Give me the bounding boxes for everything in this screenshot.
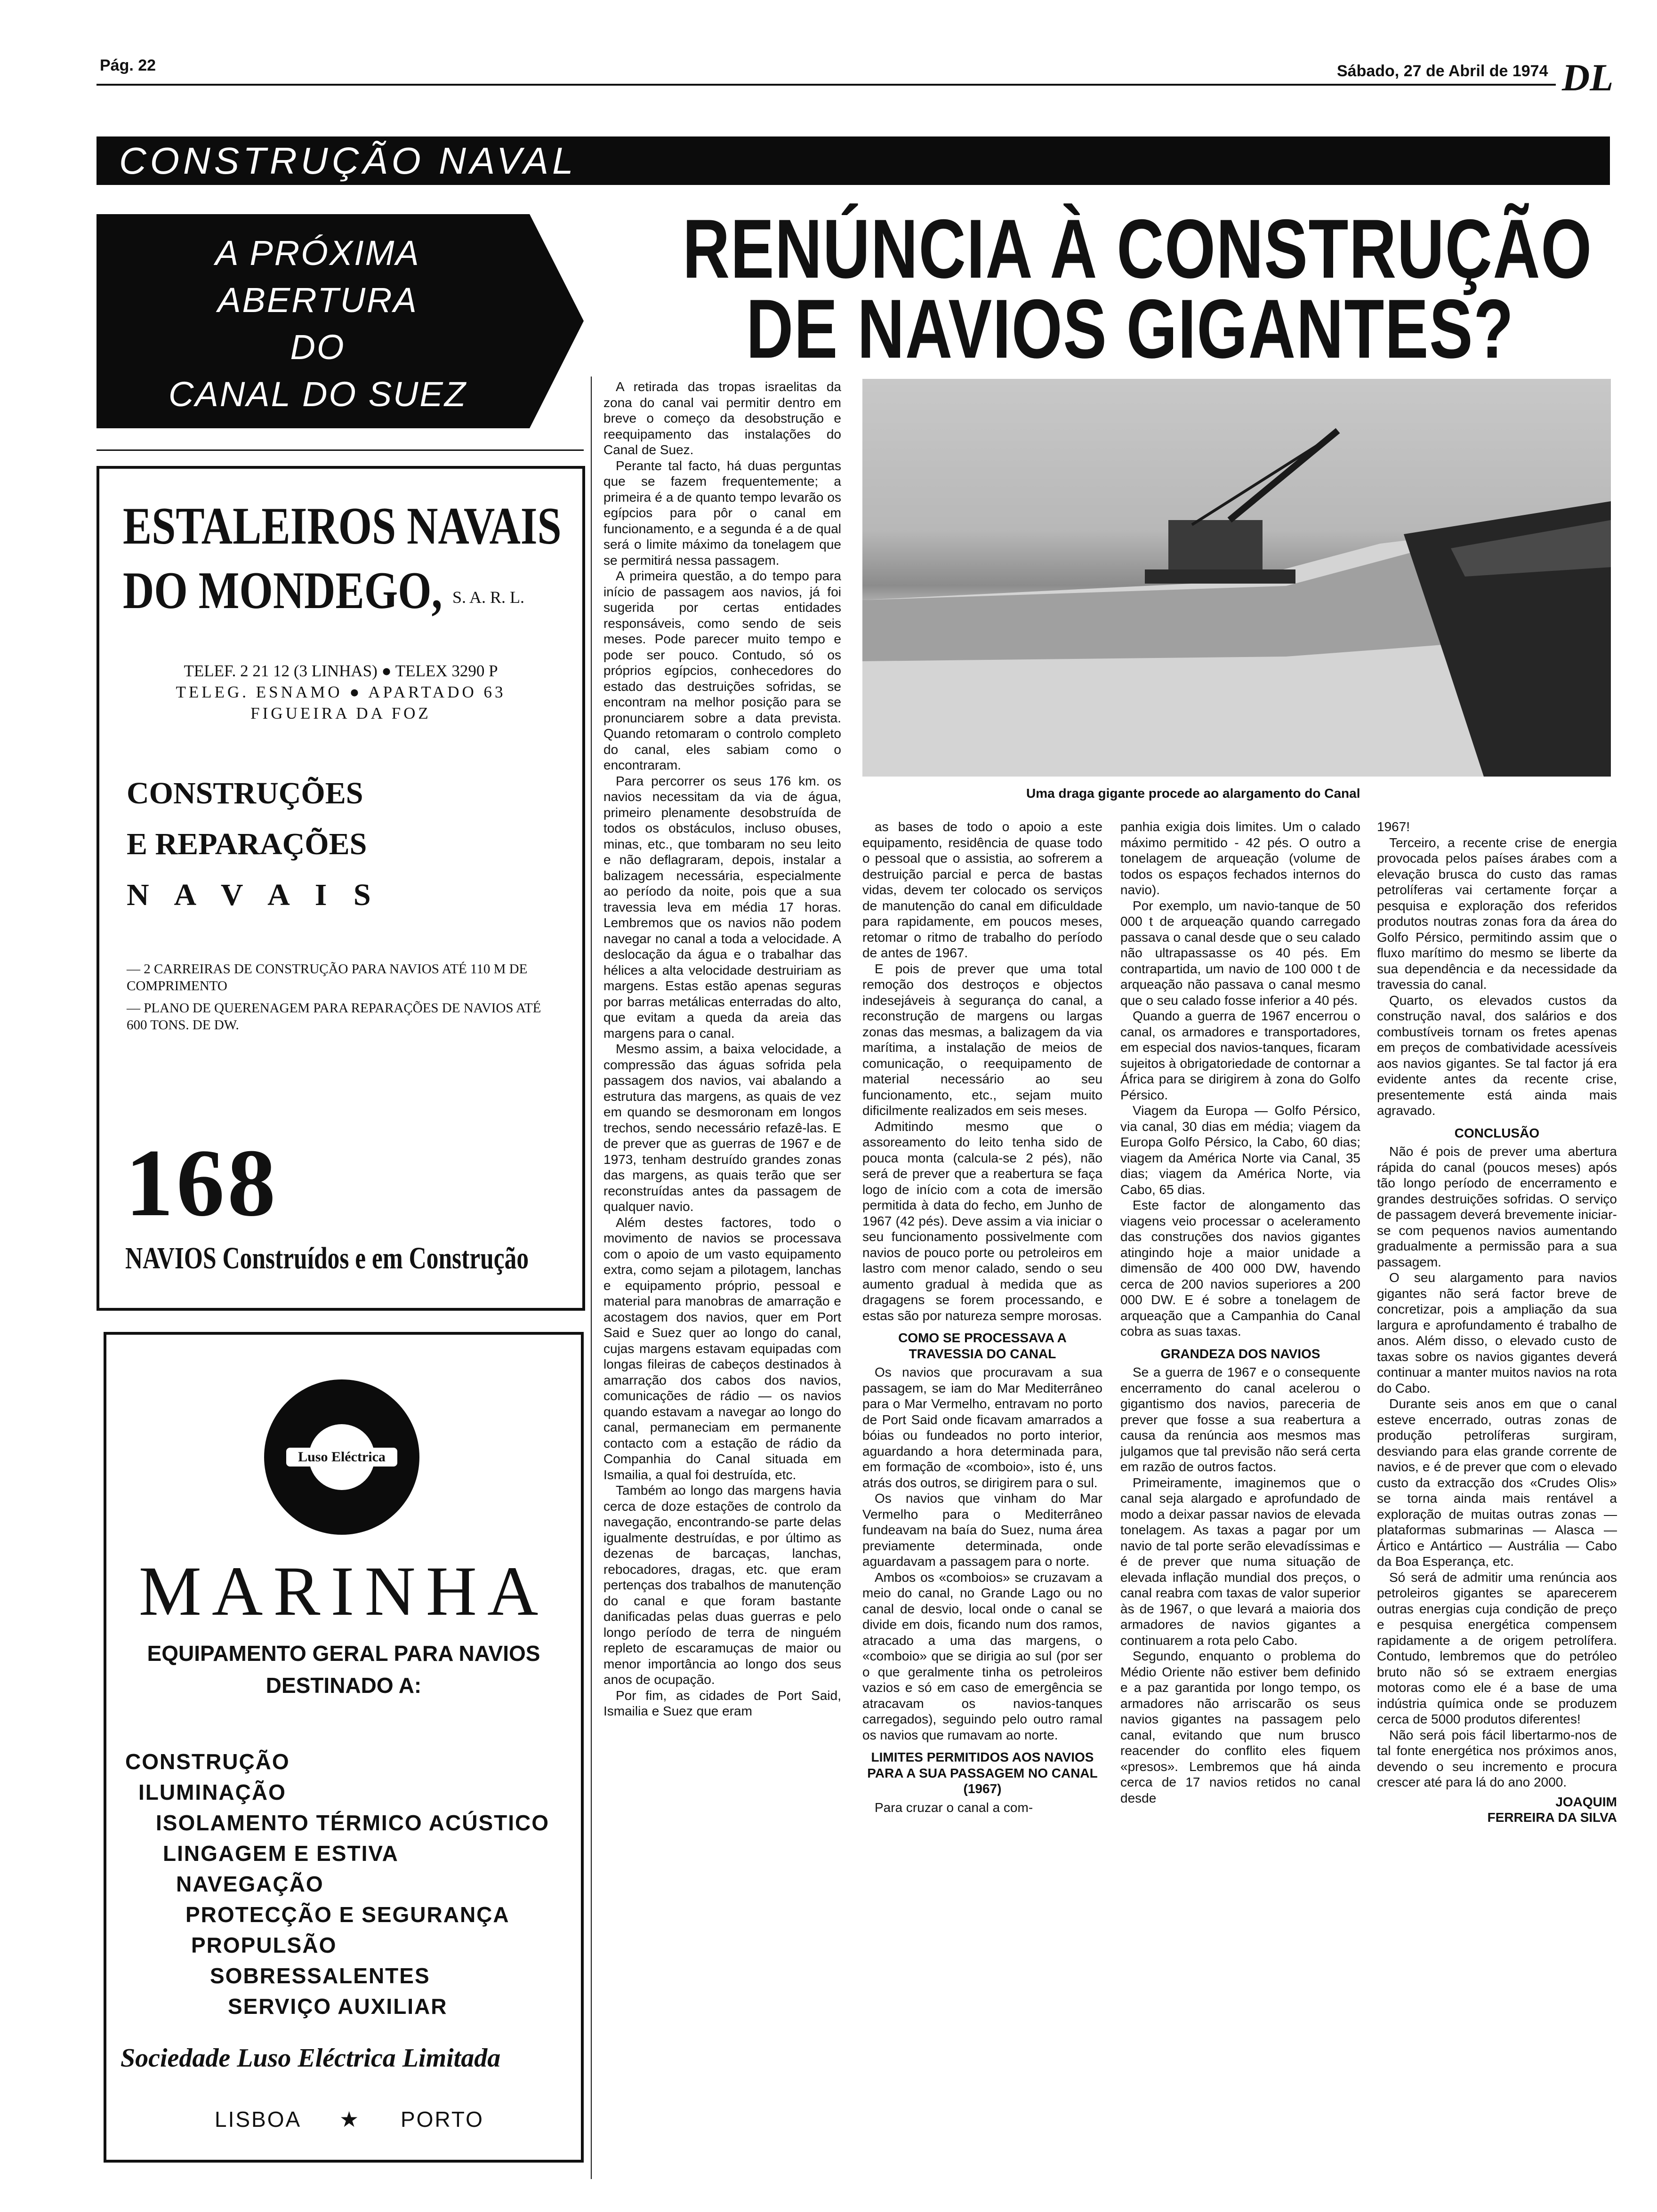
paragraph: Também ao longo das margens havia cerca de doze estações de controlo da navegação, encontrando-se parte delas igualmente destruídas, e por último as dezenas de barcaças, lanchas, rebocadores, dragas, etc. que eram pertenças dos trabalhos de manutenção do canal e que foram bastante danificadas pelas duas guerras e pelo longo período de terra de ninguém repleto de escaramuças de maior ou menor importância ao longo dos seus anos de ocupação. [603,1483,841,1687]
issue-date: Sábado, 27 de Abril de 1974 [1337,62,1548,80]
paragraph: Por exemplo, um navio-tanque de 50 000 t de arqueação quando carregado passava o canal desde que o seu calado não ultrapassasse os 40 pés. Em contrapartida, um navio de 100 000 t de arqueação não passava o canal mesmo que o seu calado fosse inferior a 40 pés. [1120,898,1360,1008]
paragraph: E pois de prever que uma total remoção dos destroços e objectos indesejáveis à segurança do canal, a reconstrução de margens ou largas zonas das mesmas, a balizagem da via marítima, a instalação de meios de comunicação, o reequipamento de material necessário ao seu funcionamento, etc., sejam muito dificilmente realizados em seis meses. [862,961,1102,1118]
paragraph: Não é pois de prever uma abertura rápida do canal (poucos meses) após tão longo período de encerramento e grandes destruições sofridas. O serviço de passagem deverá brevemente iniciar-se com pequenos navios aumentando gradualmente a permissão para a sua passagem. [1377,1144,1617,1269]
paragraph: Este factor de alongamento das viagens veio processar o aceleramento das construções dos navios gigantes atingindo hoje a maior unidade a dimensão de 400 000 DW, havendo cerca de 200 navios superiores a 200 000 DW. E é sobre a tonelagem de arqueação que a Campanhia do Canal cobra as suas taxas. [1120,1198,1360,1338]
subheading: COMO SE PROCESSAVA A TRAVESSIA DO CANAL [898,1330,1067,1361]
ad-marinha-item: ISOLAMENTO TÉRMICO ACÚSTICO [156,1811,549,1835]
ad-marinha-item: PROPULSÃO [191,1933,337,1957]
ad-marinha-title: MARINHA [138,1552,549,1630]
paragraph: Os navios que vinham do Mar Vermelho para o Mediterrâneo fundeavam na baía do Suez, numa área previamente determinada, onde aguardavam a passagem para o norte. [862,1491,1102,1569]
ad-marinha-item: SERVIÇO AUXILIAR [228,1994,448,2019]
ad-marinha-subtitle: EQUIPAMENTO GERAL PARA NAVIOS [147,1641,540,1666]
paragraph: Ambos os «comboios» se cruzavam a meio do canal, no Grande Lago ou no canal de desvio, local onde o canal se divide em dois, ficando num dos ramos, atracado a uma das margens, o «comboio» que se dirigia ao sul (por ser o que geralmente tinha os petroleiros vazios e só em caso de emergência se atracavam os navios-tanques carregados), seguindo pelo outro ramal os navios que rumavam ao norte. [862,1570,1102,1742]
paragraph: Perante tal facto, há duas perguntas que se fazem frequentemente; a primeira é a de quanto tempo levarão os egípcios para pôr o canal em funcionamento, e a segunda é a de qual será o limite máximo da tonelagem que se permitirá nessa passagem. [603,458,841,568]
article-column-1 [603,379,841,1719]
subheading: CONCLUSÃO [1454,1125,1540,1140]
paragraph: Por fim, as cidades de Port Said, Ismailia e Suez que eram [603,1688,841,1718]
paragraph: Admitindo mesmo que o assoreamento do leito tenha sido de pouca monta (calcula-se 2 pés), não será de prever que a reabertura se faça logo de início com a cota de imersão permitida à data do fecho, em Junho de 1967 (42 pés). Deve assim a via iniciar o seu funcionamento possivelmente com navios de pouco porte ou petroleiros em lastro com menor calado, sendo o seu aumento gradual à medida que as dragagens se forem processando, e estas são por natureza sempre morosas. [862,1119,1102,1323]
article-column-4 [1377,819,1617,1826]
ad-company-name: DO MONDEGO, [123,561,442,620]
ad-number-caption: NAVIOS Construídos e em Construção [125,1241,529,1275]
ad-number: 168 [125,1130,279,1236]
ad-marinha-item: CONSTRUÇÃO [125,1749,290,1774]
kicker-line: CANAL DO SUEZ [169,375,467,414]
ad-company-suffix: S. A. R. L. [452,588,525,607]
ad-marinha-item: NAVEGAÇÃO [176,1872,324,1896]
paragraph: Mesmo assim, a baixa velocidade, a compressão das águas sofrida pela passagem dos navios, vai abalando a estrutura das margens, as quais de vez em quando se desmoronam em longos trechos, sendo necessário refazê-las. E de prever que as guerras de 1967 e de 1973, tenham destruído grandes zonas das margens, as quais terão que ser reconstruídas antes da passagem de qualquer navio. [603,1042,841,1214]
page-number: Pág. 22 [100,56,156,74]
paragraph: A retirada das tropas israelitas da zona do canal vai permitir dentro em breve o começo da desobstrução e reequipamento das instalações do Canal de Suez. [603,379,841,457]
ad-contact: FIGUEIRA DA FOZ [250,704,431,722]
kicker-line: ABERTURA [217,281,418,320]
article-column-3 [1120,819,1360,1806]
ad-marinha-item: LINGAGEM E ESTIVA [163,1841,399,1866]
author: FERREIRA DA SILVA [1487,1810,1617,1825]
column-rule [97,449,584,451]
ad-marinha [104,1332,584,2163]
paragraph: Quarto, os elevados custos da construção naval, dos salários e dos combustíveis tornam os fretes apenas em preços de combatividade acessíveis aos navios gigantes. Se tal factor já era evidente antes da recente crise, presentemente está ainda mais agravado. [1377,993,1617,1118]
star-icon: ★ [339,2107,359,2132]
section-banner: CONSTRUÇÃO NAVAL [97,136,1610,185]
dredge-photo [862,379,1611,777]
paragraph: O seu alargamento para navios gigantes não será factor breve de concretizar, pois a ampliação da sua largura e aprofundamento é trabalho de anos. Além disso, o elevado custo de taxas sobre os navios gigantes deverá continuar a manter muitos navios na rota do Cabo. [1377,1270,1617,1395]
ad-marinha-item: SOBRESSALENTES [210,1964,430,1988]
headline-line-2: DE NAVIOS GIGANTES? [746,282,1514,376]
luso-electrica-logo-text: Luso Eléctrica [298,1449,386,1465]
ad-marinha-city: LISBOA [215,2107,302,2132]
ad-contact: TELEG. ESNAMO ● APARTADO 63 [176,683,506,701]
paragraph: Quando a guerra de 1967 encerrou o canal, os armadores e transportadores, em especial dos navios-tanques, ficaram sujeitos à obrigatoriedade de contornar a África para se dirigirem à zona do Golfo Pérsico. [1120,1009,1360,1102]
paragraph: Para percorrer os seus 176 km. os navios necessitam da via de água, primeiro plenamente desobstruída de todos os obstáculos, incluso obuses, minas, etc., que tombaram no seu leito e não deflagraram, depois, instalar a balizagem necessária, especialmente ao período da noite, pois que a sua travessia leva em média 17 horas. Lembremos que os navios não podem navegar no canal a toda a velocidade. A deslocação da água e o trabalhar das hélices a alta velocidade destruiriam as margens. Estas estão apenas seguras por barras metálicas enterradas do alto, que evitam a queda da areia das margens para o canal. [603,773,841,1041]
subheading: GRANDEZA DOS NAVIOS [1160,1346,1320,1361]
ad-estaleiros [97,466,585,1311]
ad-service: E REPARAÇÕES [127,827,367,861]
ad-marinha-company: Sociedade Luso Eléctrica Limitada [121,2044,501,2073]
ad-marinha-city: PORTO [401,2107,484,2132]
ad-service: N A V A I S [127,878,380,912]
paragraph: panhia exigia dois limites. Um o calado máximo permitido - 42 pés. O outro a tonelagem de arqueação (volume de todos os espaços fechados internos do navio). [1120,819,1360,897]
paragraph: A primeira questão, a do tempo para início de passagem aos navios, já foi sugerida por certas entidades responsáveis, como sendo de seis meses. Pode parecer muito tempo e pode ser pouco. Contudo, só os próprios egípcios, conhecedores do estado das destruições sofridas, se encontram na melhor posição para se pronunciarem sobre a data prevista. Quando retomaram o controlo completo do canal, eles sabiam como o encontraram. [603,569,841,772]
author: JOAQUIM [1555,1794,1617,1809]
paragraph: Viagem da Europa — Golfo Pérsico, via canal, 30 dias em média; viagem da Europa Golfo Pérsico, la Cabo, 60 dias; viagem da América Norte via Canal, 35 dias; viagem da América Norte, via Cabo, 65 dias. [1120,1103,1360,1197]
article-column-2 [862,819,1102,1815]
dredge-photo-scene [862,379,1611,777]
ad-marinha-item: ILUMINAÇÃO [138,1780,286,1804]
ad-bullet: — 2 CARREIRAS DE CONSTRUÇÃO PARA NAVIOS ATÉ 110 M DE COMPRIMENTO [127,962,528,994]
photo-caption: Uma draga gigante procede ao alargamento do Canal [1026,786,1360,801]
paragraph: as bases de todo o apoio a este equipamento, residência de quase todo o pessoal que o assistia, ao sofrerem a destruição parcial e perca de bastas vidas, devem ter colocado os serviços de manutenção do canal em dificuldade para rapidamente, em poucos meses, retomar o ritmo de trabalho do período de antes de 1967. [862,819,1102,960]
ad-marinha-item: PROTECÇÃO E SEGURANÇA [185,1902,510,1927]
ad-marinha-subtitle: DESTINADO A: [265,1673,422,1698]
paragraph: Não será pois fácil libertarmo-nos de tal fonte energética nos próximos anos, devendo o seu incremento e procura crescer até para lá do ano 2000. [1377,1727,1617,1789]
kicker-box [97,214,584,428]
ad-company-name: ESTALEIROS NAVAIS [123,497,562,555]
subheading: LIMITES PERMITIDOS AOS NAVIOS PARA A SUA PASSAGEM NO CANAL (1967) [867,1750,1098,1796]
ad-service: CONSTRUÇÕES [127,776,363,810]
paragraph: Se a guerra de 1967 e o consequente encerramento do canal acelerou o gigantismo dos navios, pareceria de prever que fosse a sua reabertura a causa da renúncia aos mesmos mas julgamos que tal previsão não será certa em razão de outros factos. [1120,1365,1360,1474]
ad-bullet: — PLANO DE QUERENAGEM PARA REPARAÇÕES DE NAVIOS ATÉ 600 TONS. DE DW. [127,1001,541,1033]
paragraph: Para cruzar o canal a com- [875,1800,1033,1815]
paragraph: Durante seis anos em que o canal esteve encerrado, outras zonas de produção petrolíferas surgiram, desviando para elas grande corrente de navios, e é de prever que com o elevado custo da extracção dos «Crudes Olis» se torna ainda mais rentável a exploração de muitas outras zonas — plataformas submarinas — Alasca — Ártico e Antártico — Austrália — Cabo da Boa Esperança, etc. [1377,1396,1617,1569]
newspaper-logo: DL [1562,56,1614,99]
kicker-line: DO [290,328,346,367]
paragraph: Os navios que procuravam a sua passagem, se iam do Mar Mediterrâneo para o Mar Vermelho, entravam no porto de Port Said onde ficavam amarrados a bóias ou fundeados no porto interior, aguardando a hora determinada para, em formação de «comboio», isto é, uns atrás dos outros, se dirigirem para o sul. [862,1365,1102,1490]
header-rule [97,84,1556,86]
paragraph: Terceiro, a recente crise de energia provocada pelos países árabes com a elevação brusca do custo das ramas petrolíferas vai certamente forçar a pesquisa e exploração dos referidos produtos noutras zonas fora da área do Golfo Pérsico, permitindo assim que o fluxo marítimo do mesmo se liberte da sua dependência e da necessidade da travessia do canal. [1377,835,1617,992]
paragraph: Só será de admitir uma renúncia aos petroleiros gigantes se aparecerem outras energias cuja condição de preço e pesquisa energética compensem rapidamente a de origem petrolífera. Contudo, lembremos que do petróleo bruto não só se extraem energias motoras como ele é a base de uma indústria química onde se produzem cerca de 5000 produtos diferentes! [1377,1570,1617,1726]
kicker-line: A PRÓXIMA [215,233,420,272]
headline-line-1: RENÚNCIA À CONSTRUÇÃO [683,202,1593,296]
paragraph: Segundo, enquanto o problema do Médio Oriente não estiver bem definido e a paz garantida por longo tempo, os armadores não arriscarão os seus navios gigantes na passagem pelo canal, evitando que num brusco reacender do conflito eles fiquem «presos». Lembremos que há ainda cerca de 17 navios retidos no canal desde [1120,1649,1360,1805]
paragraph: 1967! [1377,819,1410,834]
paragraph: Primeiramente, imaginemos que o canal seja alargado e aprofundado de modo a deixar passar navios de elevada tonelagem. As taxas a pagar por um navio de tal porte serão elevadíssimas e é de prever que numa situação de elevada inflação mundial dos preços, o canal reabra com taxas de valor superior às de 1967, o que levará a maioria dos armadores de navios gigantes a continuarem a rota pelo Cabo. [1120,1475,1360,1648]
ad-contact: TELEF. 2 21 12 (3 LINHAS) ● TELEX 3290 P [184,662,498,680]
column-divider [591,377,592,2179]
paragraph: Além destes factores, todo o movimento de navios se processava com o apoio de um vasto equipamento extra, como sejam a pilotagem, lanchas e equipamento próprio, pessoal e material para manobras de amarração e acostagem dos navios, quer em Port Said e Suez quer ao longo do canal, cujas margens estavam equipadas com longas fileiras de cabeços destinados à amarração dos cabos dos navios, comunicações de rádio — os navios quando estavam a navegar ao longo do canal, permaneciam em permanente contacto com a estação de rádio da Companhia do Canal situada em Ismailia, a qual foi destruída, etc. [603,1215,841,1482]
